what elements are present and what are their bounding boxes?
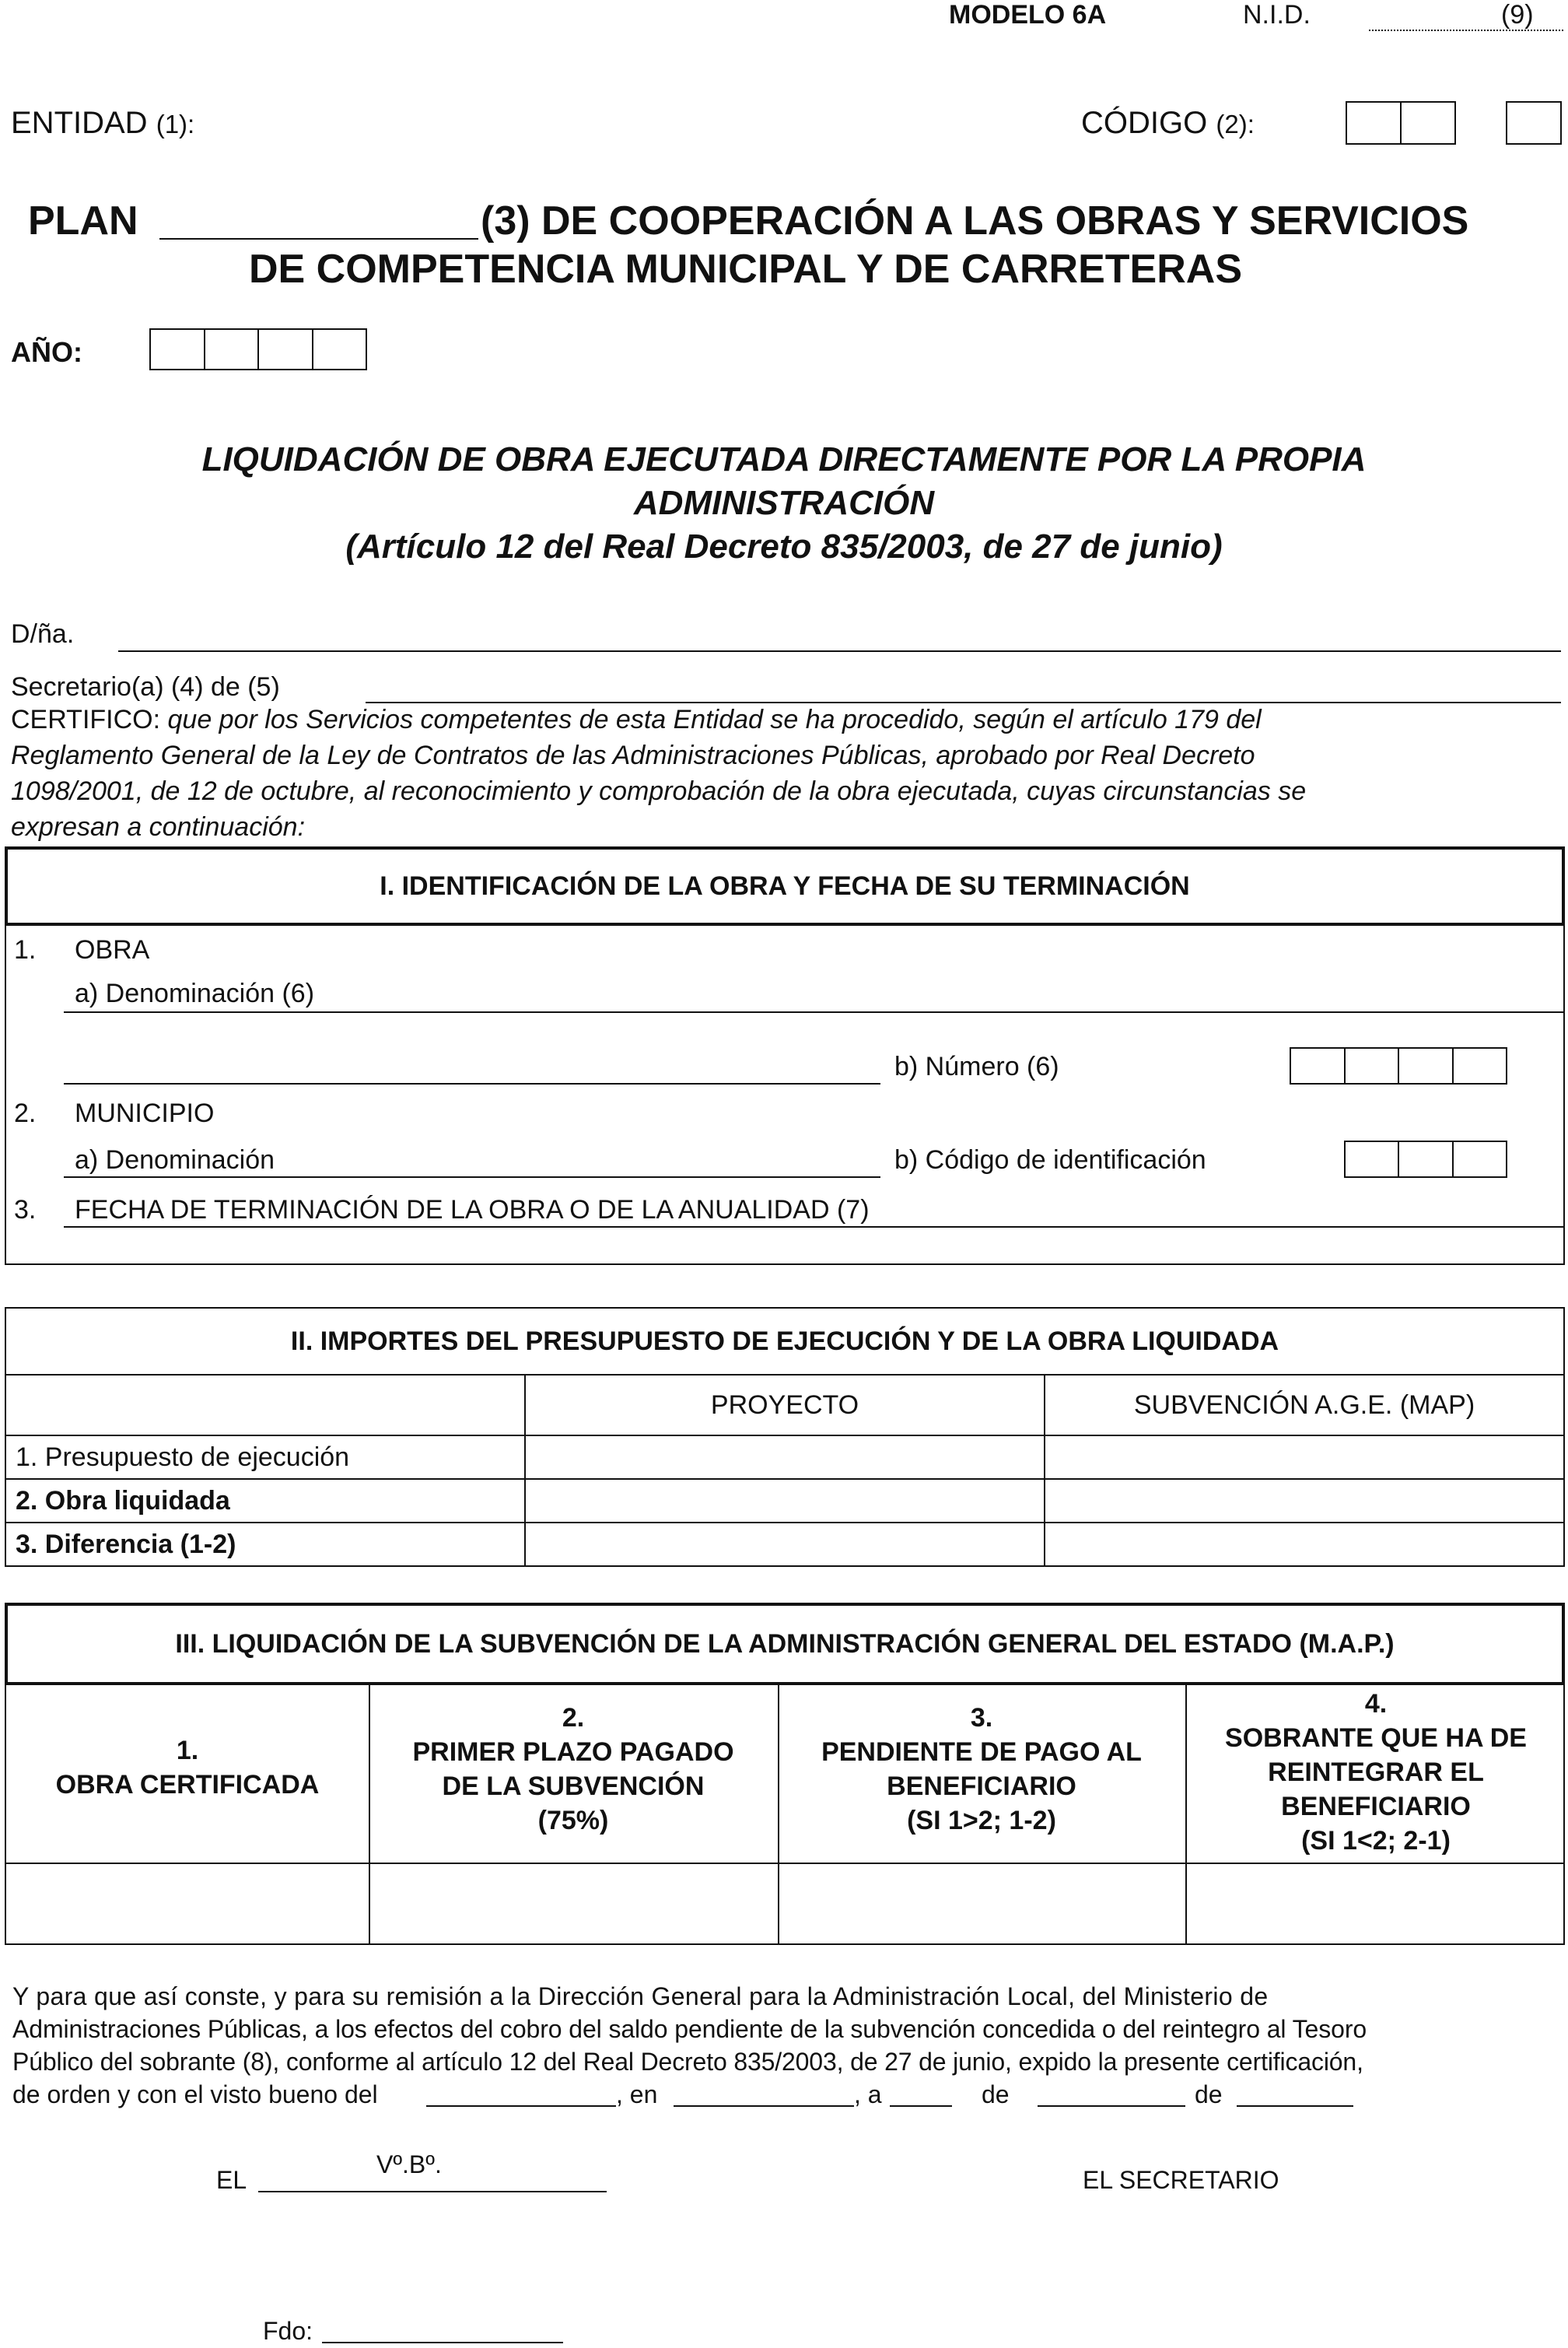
- secretario-sign-label: EL SECRETARIO: [1083, 2166, 1279, 2194]
- anio-firma-field[interactable]: [1237, 2105, 1353, 2107]
- anio-label: AÑO:: [11, 336, 82, 368]
- item2a-label: a) Denominación: [75, 1145, 275, 1175]
- entidad-label: [11, 106, 194, 141]
- certifico-label: CERTIFICO:: [11, 705, 161, 734]
- entidad-text: ENTIDAD: [11, 106, 148, 140]
- closing-line3: Público del sobrante (8), conforme al artículo 12 del Real Decreto 835/2003, de 27 de junio, expido la presente certificación,: [12, 2048, 1363, 2076]
- el-label: EL: [216, 2166, 247, 2194]
- anio-boxes[interactable]: [149, 328, 367, 370]
- fdo-field[interactable]: [322, 2342, 563, 2343]
- row1-subvencion-cell[interactable]: [1045, 1435, 1564, 1479]
- section2-header-empty: [5, 1375, 525, 1435]
- certifico-line4: expresan a continuación:: [11, 812, 306, 842]
- codigo-boxes-b[interactable]: [1506, 101, 1562, 145]
- closing-l4a: de orden y con el visto bueno del: [12, 2080, 378, 2108]
- col4-l2: REINTEGRAR EL: [1268, 1757, 1484, 1787]
- item3-num: 3.: [14, 1195, 37, 1225]
- codigo-text: CÓDIGO: [1081, 106, 1208, 140]
- dia-field[interactable]: [890, 2105, 952, 2107]
- item1-num: 1.: [14, 935, 37, 965]
- plan-label: PLAN: [28, 198, 138, 244]
- obra-certificada-cell[interactable]: [6, 1864, 369, 1945]
- section3-grid: [5, 1684, 1565, 1945]
- closing-line1: Y para que así conste, y para su remisión a la Dirección General para la Administración Local, del Ministerio de: [12, 1982, 1269, 2010]
- item3-label: FECHA DE TERMINACIÓN DE LA OBRA O DE LA ANUALIDAD (7): [75, 1195, 870, 1225]
- title-line1: (3) DE COOPERACIÓN A LAS OBRAS Y SERVICIOS: [481, 198, 1469, 244]
- col3-l3: (SI 1>2; 1-2): [907, 1806, 1056, 1835]
- table-row: [5, 1479, 1564, 1523]
- closing-line2: Administraciones Públicas, a los efectos del cobro del saldo pendiente de la subvención concedida o del reintegro al Tesoro: [12, 2015, 1367, 2043]
- subtitle-line3: (Artículo 12 del Real Decreto 835/2003, de 27 de junio): [345, 527, 1223, 566]
- codigo-ref: (2):: [1216, 110, 1255, 138]
- title-line2: DE COMPETENCIA MUNICIPAL Y DE CARRETERAS: [249, 247, 1243, 292]
- row2-label: 2. Obra liquidada: [5, 1479, 525, 1523]
- row1-label: 1. Presupuesto de ejecución: [5, 1435, 525, 1479]
- dna-label: D/ña.: [11, 619, 75, 649]
- col3-num: 3.: [970, 1703, 993, 1733]
- dna-field[interactable]: [118, 650, 1561, 652]
- codigo-label: [1081, 106, 1255, 141]
- col3-l2: BENEFICIARIO: [887, 1772, 1076, 1801]
- subtitle-line1: LIQUIDACIÓN DE OBRA EJECUTADA DIRECTAMENTE POR LA PROPIA: [201, 440, 1367, 478]
- section1-title: I. IDENTIFICACIÓN DE LA OBRA Y FECHA DE SU TERMINACIÓN: [380, 871, 1190, 901]
- el-field[interactable]: [258, 2191, 607, 2192]
- row3-subvencion-cell[interactable]: [1045, 1523, 1564, 1566]
- item2-num: 2.: [14, 1099, 37, 1128]
- closing-l4e: de: [1195, 2080, 1223, 2108]
- certifico-text1: que por los Servicios competentes de esta Entidad se ha procedido, según el artículo 179 del: [167, 705, 1262, 734]
- sobrante-cell[interactable]: [1187, 1864, 1566, 1945]
- col-subvencion: SUBVENCIÓN A.G.E. (MAP): [1045, 1375, 1564, 1435]
- item1a-label: a) Denominación (6): [75, 979, 315, 1008]
- item1a-field-2[interactable]: [64, 1083, 880, 1085]
- row2-subvencion-cell[interactable]: [1045, 1479, 1564, 1523]
- row3-label: 3. Diferencia (1-2): [5, 1523, 525, 1566]
- mes-field[interactable]: [1038, 2105, 1185, 2107]
- col2-l2: DE LA SUBVENCIÓN: [442, 1772, 705, 1801]
- table-row: [5, 1523, 1564, 1566]
- item1b-label: b) Número (6): [894, 1052, 1059, 1081]
- numero-boxes[interactable]: [1290, 1047, 1507, 1085]
- secretario-label: Secretario(a) (4) de (5): [11, 672, 280, 702]
- col1-num: 1.: [176, 1736, 199, 1765]
- col3-l1: PENDIENTE DE PAGO AL: [821, 1737, 1142, 1767]
- nid-label: N.I.D.: [1243, 0, 1311, 30]
- lugar-field[interactable]: [674, 2105, 854, 2107]
- col2-l1: PRIMER PLAZO PAGADO: [412, 1737, 734, 1767]
- item1-label: OBRA: [75, 935, 150, 965]
- item3-field[interactable]: [64, 1226, 1563, 1228]
- vobo-label: Vº.Bº.: [376, 2150, 442, 2178]
- nid-field[interactable]: [1369, 30, 1563, 31]
- codigo-boxes-a[interactable]: [1346, 101, 1456, 145]
- entidad-ref: (1):: [156, 110, 195, 138]
- certifico-line2: Reglamento General de la Ley de Contratos de las Administraciones Públicas, aprobado por Real Decreto: [11, 741, 1255, 770]
- section3-title: III. LIQUIDACIÓN DE LA SUBVENCIÓN DE LA ADMINISTRACIÓN GENERAL DEL ESTADO (M.A.P.): [175, 1629, 1395, 1659]
- secretario-field[interactable]: [366, 702, 1561, 703]
- col4-l4: (SI 1<2; 2-1): [1301, 1826, 1451, 1856]
- plan-field[interactable]: [159, 238, 478, 240]
- modelo-label: MODELO 6A: [949, 0, 1107, 30]
- col4-num: 4.: [1364, 1689, 1388, 1719]
- municipio-code-boxes[interactable]: [1344, 1141, 1507, 1178]
- closing-l4c: , a: [854, 2080, 882, 2108]
- item2-label: MUNICIPIO: [75, 1099, 215, 1128]
- col2-l3: (75%): [537, 1806, 609, 1835]
- item2a-field[interactable]: [64, 1176, 880, 1178]
- col-proyecto: PROYECTO: [525, 1375, 1045, 1435]
- section2-table: [5, 1307, 1565, 1567]
- closing-l4b: , en: [616, 2080, 658, 2108]
- section2-title: II. IMPORTES DEL PRESUPUESTO DE EJECUCIÓN Y DE LA OBRA LIQUIDADA: [5, 1308, 1564, 1375]
- col4-l1: SOBRANTE QUE HA DE: [1225, 1723, 1527, 1753]
- col1-text: OBRA CERTIFICADA: [55, 1770, 320, 1800]
- pendiente-pago-cell[interactable]: [779, 1864, 1185, 1945]
- col4-l3: BENEFICIARIO: [1281, 1792, 1471, 1821]
- col2-num: 2.: [562, 1703, 585, 1733]
- closing-l4d: de: [982, 2080, 1010, 2108]
- row2-proyecto-cell[interactable]: [525, 1479, 1045, 1523]
- subtitle-line2: ADMINISTRACIÓN: [633, 484, 935, 522]
- visto-bueno-field[interactable]: [426, 2105, 616, 2107]
- certifico-line1: [11, 705, 1262, 735]
- fdo-label: Fdo:: [263, 2317, 313, 2345]
- section3-header: [5, 1603, 1565, 1685]
- certifico-line3: 1098/2001, de 12 de octubre, al reconocimiento y comprobación de la obra ejecutada, cuyas circunstancias se: [11, 776, 1307, 806]
- primer-plazo-cell[interactable]: [370, 1864, 778, 1945]
- closing-line4: [12, 2080, 378, 2109]
- table-row: [5, 1435, 1564, 1479]
- row1-proyecto-cell[interactable]: [525, 1435, 1045, 1479]
- item1a-field[interactable]: [64, 1011, 1563, 1013]
- row3-proyecto-cell[interactable]: [525, 1523, 1045, 1566]
- item2b-label: b) Código de identificación: [894, 1145, 1206, 1175]
- section1-header: [5, 846, 1565, 926]
- nid-ref: (9): [1501, 0, 1534, 30]
